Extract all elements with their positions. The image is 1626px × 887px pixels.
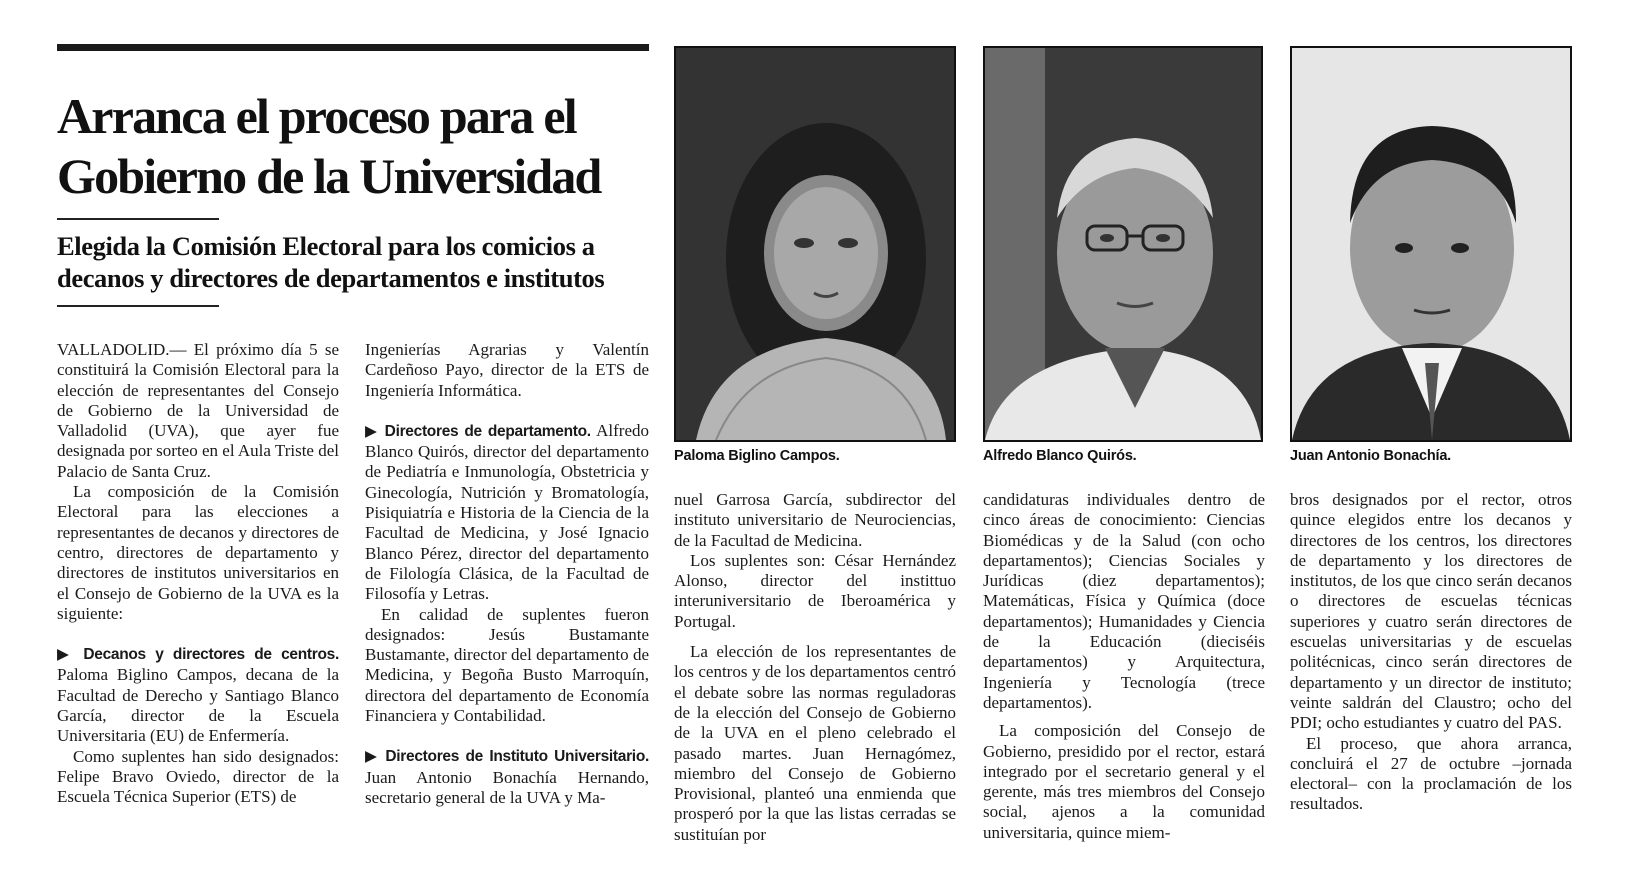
subhead-rule-top (57, 218, 219, 220)
paragraph: Los suplentes son: César Hernández Alonso, director del instittuo interuniversitario de Iberoamérica y Portugal. (674, 550, 956, 631)
photo-paloma-biglino (674, 46, 956, 442)
subhead-rule-bottom (57, 305, 219, 307)
caption-alfredo: Alfredo Blanco Quirós. (983, 448, 1137, 464)
paragraph: candidaturas individuales dentro de cinco áreas de conocimiento: Ciencias Biomédicas y de la Salud (con ocho departamentos); Ciencias Sociales y Jurídicas (diez departamentos); Matemáticas, Física y Química (doce departamentos); Humanidades y Ciencia de la Educación (dieciséis departamentos) y Arquitectura, Ingeniería y Tecnología (trece departamentos). (983, 490, 1265, 712)
paragraph: En calidad de suplentes fueron designados: Jesús Bustamante Bustamante, director del departamento de Medicina, y Begoña Busto Marroquín, directora del departamento de Economía Financiera y Contabilidad. (365, 604, 649, 726)
subhead-line-1: Elegida la Comisión Electoral para los comicios a (57, 231, 595, 261)
section-heading-departamento: ▶ Directores de departamento. (365, 422, 591, 440)
text-column-5 (1290, 490, 1572, 815)
paragraph: El proceso, que ahora arranca, concluirá el 27 de octubre –jornada electoral– con la proclamación de los resultados. (1290, 733, 1572, 814)
section-departamento: ▶ Directores de departamento. Alfredo Blanco Quirós, director del departamento de Pediatría e Inmunología, Obstetricia y Ginecología, Nutrición y Bromatología, Pisiquiatría e Historia de la Ciencia de la Facultad de Medicina, y José Ignacio Blanco Pérez, director del departamento de Filología Clásica, de la Facultad de Filosofía y Letras. (365, 420, 649, 604)
section-heading-instituto: ▶ Directores de Instituto Universitario. (365, 748, 649, 766)
photo-juan-antonio-bonachia (1290, 46, 1572, 442)
paragraph: La composición de la Comisión Electoral para las elecciones a representantes de decanos y directores de centro, directores de departamento y directores de institutos universitarios en el Consejo de Gobierno de la UVA es la siguiente: (57, 482, 339, 623)
paragraph: Ingenierías Agrarias y Valentín Cardeñoso Payo, director de la ETS de Ingeniería Informática. (365, 340, 649, 400)
headline-line-1: Arranca el proceso para el (57, 88, 576, 144)
caption-paloma: Paloma Biglino Campos. (674, 448, 840, 464)
paragraph: Como suplentes han sido designados: Felipe Bravo Oviedo, director de la Escuela Técnica Superior (ETS) de (57, 746, 339, 807)
top-rule (57, 44, 649, 51)
text-column-1 (57, 340, 339, 808)
caption-juan-antonio: Juan Antonio Bonachía. (1290, 448, 1452, 464)
paragraph: La composición del Consejo de Gobierno, presidido por el rector, estará integrado por el secretario general y el gerente, más tres miembros del Consejo social, ajenos a la comunidad universitaria, quince miem- (983, 721, 1265, 842)
paragraph: VALLADOLID.— El próximo día 5 se constituirá la Comisión Electoral para la elección de representantes del Consejo de Gobierno de la Universidad de Valladolid (UVA), que ayer fue designada por sorteo en el Aula Triste del Palacio de Santa Cruz. (57, 340, 339, 481)
section-heading-decanos: ▶ Decanos y directores de centros. (57, 646, 339, 664)
section-decanos: ▶ Decanos y directores de centros. Paloma Biglino Campos, decana de la Facultad de Derecho y Santiago Blanco García, director de la Escuela Universitaria (EU) de Enfermería. (57, 646, 339, 746)
paragraph: bros designados por el rector, otros quince elegidos entre los decanos y directores de los centros, los directores de departamento y los directores de institutos, de los que cinco serán decanos o directores de escuelas técnicas superiores y cuatro serán directores de escuelas universitarias y de escuelas politécnicas, cinco serán directores de departamento y un director de instituto; veinte saldrán del Claustro; ocho del PDI; ocho estudiantes y cuatro del PAS. (1290, 490, 1572, 733)
subhead-line-2: decanos y directores de departamentos e institutos (57, 263, 605, 293)
text-column-2 (365, 340, 649, 808)
photo-alfredo-blanco (983, 46, 1263, 442)
text-column-3 (674, 490, 956, 845)
paragraph: nuel Garrosa García, subdirector del instituto universitario de Neurociencias, de la Facultad de Medicina. (674, 490, 956, 550)
text-column-4 (983, 490, 1265, 843)
paragraph: La elección de los representantes de los centros y de los departamentos centró el debate sobre las normas reguladoras de la elección del Consejo de Gobierno de la UVA en el pleno celebrado el pasado martes. Juan Hernagómez, miembro del Consejo de Gobierno Provisional, planteó una enmienda que prosperó por la que las listas cerradas se sustituían por (674, 642, 956, 844)
headline-line-2: Gobierno de la Universidad (57, 148, 601, 204)
headline (57, 86, 657, 206)
subheadline (57, 230, 657, 294)
section-instituto: ▶ Directores de Instituto Universitario. Juan Antonio Bonachía Hernando, secretario general de la UVA y Ma- (365, 748, 649, 807)
